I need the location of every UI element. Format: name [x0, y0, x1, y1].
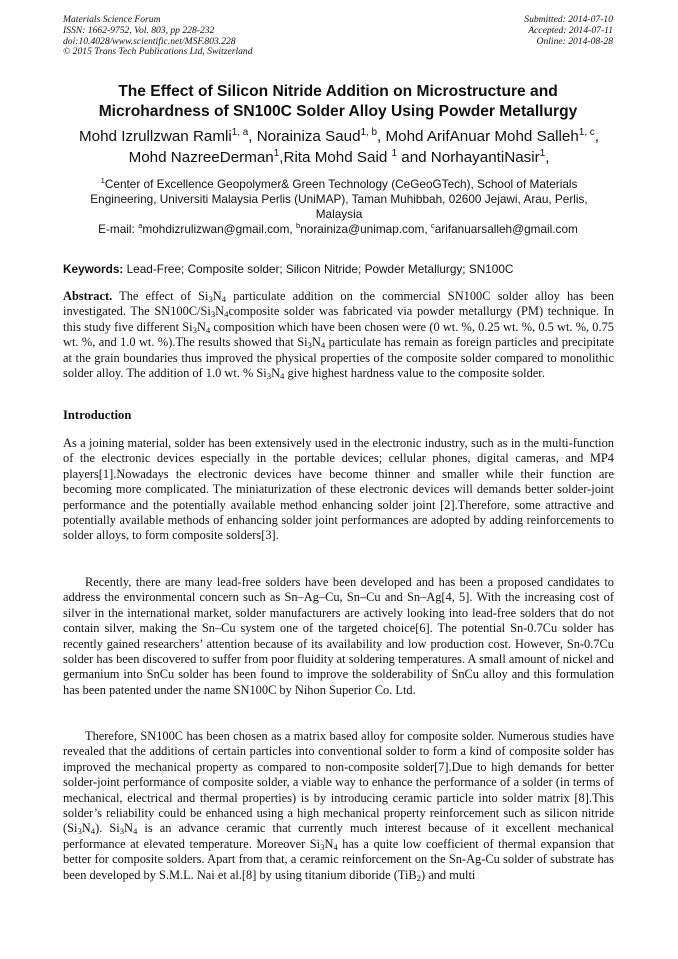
- abstract: [63, 289, 614, 381]
- subscript: 4: [320, 340, 326, 351]
- paragraph: [63, 729, 614, 883]
- email-mark: c: [430, 221, 435, 231]
- subscript: 4: [205, 324, 211, 335]
- abstract-text: The effect of Si: [112, 289, 209, 303]
- author-affil-mark: 1, a: [231, 126, 249, 138]
- author-name: , Mohd ArifAnuar Mohd Salleh: [377, 128, 579, 145]
- subscript: 4: [224, 309, 229, 320]
- email-label: E-mail:: [98, 222, 139, 236]
- abstract-text: N: [271, 366, 281, 381]
- keywords-text: Lead-Free; Composite solder; Silicon Nitride; Powder Metallurgy; SN100C: [123, 262, 514, 276]
- author-affil-mark: 1: [273, 147, 280, 159]
- author-affil-mark: 1: [539, 147, 546, 159]
- subscript: 4: [90, 826, 96, 837]
- author-name: and NorhayantiNasir: [397, 148, 540, 166]
- subscript: 2: [416, 872, 421, 883]
- abstract-text: N: [212, 289, 222, 303]
- author-affil-mark: 1: [391, 147, 398, 159]
- email-address[interactable]: mohdizrulizwan@gmail.com,: [142, 222, 296, 236]
- email-line: [63, 222, 613, 237]
- paragraph-text: ). Si: [95, 821, 120, 836]
- author-name: Mohd Izrullzwan Ramli: [79, 128, 232, 145]
- subscript: 4: [333, 842, 338, 852]
- subscript: 3: [77, 826, 82, 837]
- paragraph-text: N: [124, 821, 133, 836]
- journal-issn: ISSN: 1662-9752, Vol. 803, pp 228-232: [63, 24, 215, 36]
- title-line-1: The Effect of Silicon Nitride Addition on Microstructure and: [118, 83, 558, 100]
- paper-title: [63, 82, 613, 122]
- author-list: [56, 127, 622, 168]
- subscript: 3: [320, 842, 325, 852]
- affiliation-text: Center of Excellence Geopolymer& Green Technology (CeGeoGTech), School of Materials Engineering, Universiti Malaysia Perlis (UniMAP), Taman Muhibbah, 02600 Jejawi, Arau, Perlis, Malaysia: [90, 177, 588, 222]
- section-heading: Introduction: [63, 408, 132, 422]
- author-name: , Norainiza Saud: [248, 128, 361, 145]
- abstract-text: N: [196, 319, 206, 334]
- paragraph-text: is an advance ceramic that currently much interest because of it excellent mechanical performance at elevated temperature. Moreover Si: [63, 821, 614, 851]
- abstract-label: Abstract.: [63, 289, 113, 303]
- author-separator: ,: [545, 148, 550, 166]
- subscript: 3: [119, 826, 125, 837]
- author-affil-mark: 1, b: [360, 126, 378, 138]
- paragraph-text: has a quite low coefficient of thermal expansion that better for composite solders. Apart from that, a ceramic reinforcement on the Sn-Ag-Cu solder of substrate has been developed by S.M.L. Nai et al.[8] by using titanium diboride (TiB: [63, 836, 614, 882]
- abstract-text: N: [215, 304, 225, 319]
- email-address[interactable]: arifanuarsalleh@gmail.com: [434, 222, 578, 236]
- abstract-text: particulate has remain as foreign particles and precipitate at the grain boundaries thus improved the physical properties of the composite solder compared to monolithic solder alloy. The addition of 1.0 wt. % Si: [63, 335, 614, 381]
- abstract-text: N: [311, 335, 321, 350]
- keywords: [63, 262, 623, 277]
- abstract-text: particulate addition on the commercial SN100C solder alloy has been investigated. The SN100C/Si: [63, 289, 615, 319]
- affiliation: [70, 177, 608, 223]
- title-line-2: Microhardness of SN100C Solder Alloy Using Powder Metallurgy: [98, 103, 578, 120]
- author-affil-mark: 1, c: [578, 126, 595, 138]
- email-mark: a: [138, 221, 143, 231]
- journal-doi: doi:10.4028/www.scientific.net/MSF.803.228: [63, 35, 236, 47]
- submission-dates: [413, 15, 613, 47]
- subscript: 3: [210, 309, 216, 320]
- email-mark: b: [295, 221, 301, 231]
- affiliation-mark: 1: [100, 176, 105, 186]
- author-name: Mohd NazreeDerman: [128, 148, 274, 166]
- author-name: ,Rita Mohd Said: [279, 148, 392, 166]
- abstract-text: give highest hardness value to the composite solder.: [284, 366, 545, 381]
- subscript: 4: [133, 826, 138, 837]
- paragraph-text: N: [324, 836, 334, 851]
- abstract-text: composition which have been chosen were (0 wt. %, 0.25 wt. %, 0.5 wt. %, 0.75 wt. %, and 1.0 wt. %).The results showed that Si: [63, 319, 614, 350]
- paragraph: Recently, there are many lead-free solders have been developed and has been a proposed candidates to address the environmental concern such as Sn–Ag–Cu, Sn–Cu and Sn–Ag[4, 5]. With the increasing cost of silver in the international market, solder manufacturers are actively looking into lead-free solders that do not contain silver, making the Sn–Cu system one of the targeted choice[6]. The potential Sn-0.7Cu solder has recently gained researchers’ attention because of its availability and low production cost. However, Sn-0.7Cu solder has been discovered to suffer from poor fluidity at soldering temperatures. A small amount of nickel and germanium into SnCu solder has been found to improve the solderability of SnCu alloy and this formulation has been patented under the name SN100C by Nihon Superior Co. Ltd.: [63, 575, 614, 697]
- subscript: 3: [208, 294, 213, 305]
- subscript: 3: [307, 340, 312, 351]
- journal-name: Materials Science Forum: [63, 14, 161, 25]
- subscript: 4: [221, 294, 227, 305]
- paragraph: As a joining material, solder has been extensively used in the electronic industry, such as in the multi-function of the electronic devices especially in the portable devices; cellular phones, digital cameras, and MP4 players[1].Nowadays the electronic devices have become thinner and smaller while their function are becoming more complicated. The miniaturization of these electronic devices will demands better solder-joint performance and the potentially available method enhancing solder joint [2].Therefore, some attractive and potentially available methods of enhancing solder joint performances are adopted by adding reinforcements to solder alloys, to form composite solders[3].: [63, 436, 614, 543]
- journal-copyright: © 2015 Trans Tech Publications Ltd, Switzerland: [63, 46, 253, 58]
- submitted-date: Submitted: 2014-07-10: [524, 14, 613, 25]
- paragraph-text: N: [81, 821, 91, 836]
- author-separator: ,: [594, 128, 599, 145]
- online-date: Online: 2014-08-28: [536, 35, 613, 47]
- subscript: 3: [192, 324, 197, 335]
- accepted-date: Accepted: 2014-07-11: [528, 24, 613, 36]
- subscript: 4: [280, 371, 285, 382]
- abstract-text: composite solder was fabricated via powder metallurgy (PM) technique. In this study five different Si: [63, 304, 614, 334]
- email-address[interactable]: norainiza@unimap.com,: [300, 222, 431, 236]
- paragraph-text: Therefore, SN100C has been chosen as a matrix based alloy for composite solder. Numerous studies have revealed that the additions of certain particles into conventional solder to form a kind of composite solder has improved the mechanical property as compared to non-composite solder[7].Due to high demands for better solder-joint performance of composite solder, a viable way to enhance the performance of a solder (in terms of mechanical, electrical and thermal properties) is by introducing ceramic particle into solder matrix [8].This solder’s reliability could be enhanced using a high mechanical property reinforcement such as silicon nitride (Si: [63, 729, 614, 836]
- keywords-label: Keywords:: [63, 262, 124, 276]
- journal-header: [63, 15, 363, 58]
- subscript: 3: [266, 371, 272, 382]
- paragraph-text: ) and multi: [421, 867, 476, 882]
